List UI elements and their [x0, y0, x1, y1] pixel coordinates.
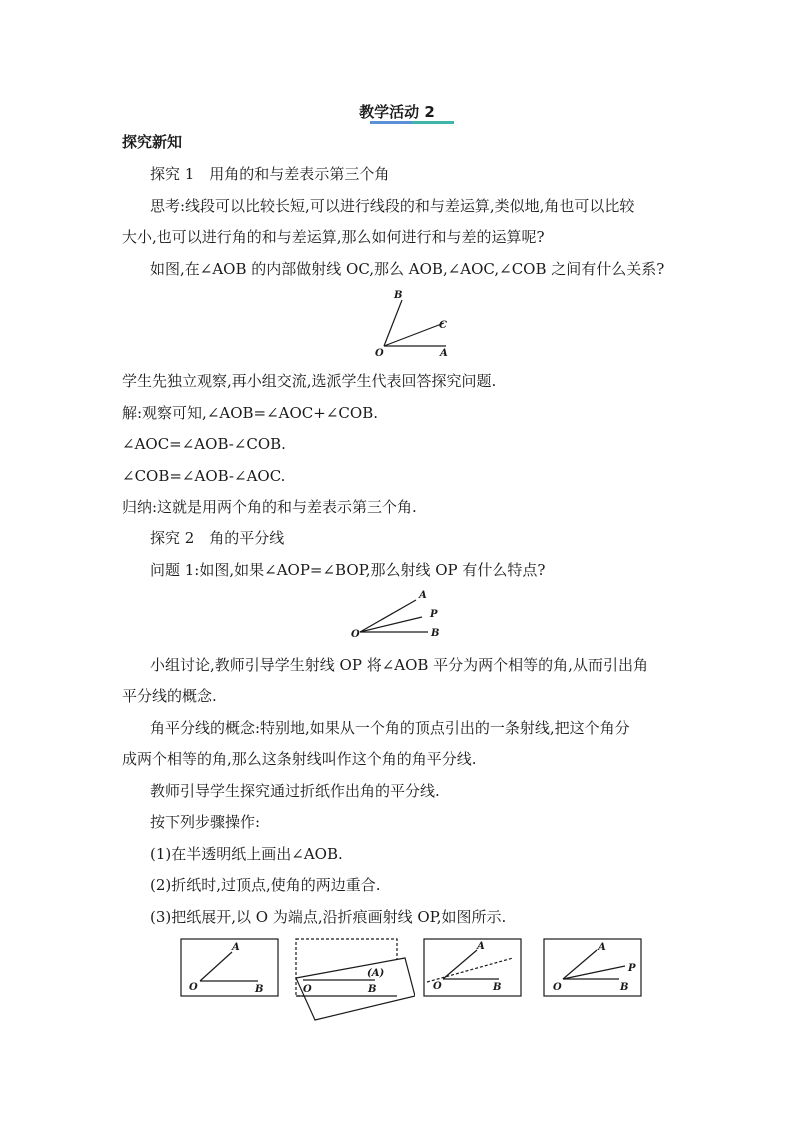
explore2-discussion-line2: 平分线的概念.: [122, 687, 217, 705]
label-a: A: [598, 942, 606, 953]
label-b: B: [368, 984, 377, 995]
ray-oa: [443, 950, 477, 979]
label-a: A: [232, 942, 240, 953]
explore1-solution-3: ∠COB=∠AOB-∠AOC.: [122, 467, 286, 485]
underline-blue: [370, 121, 412, 124]
label-o: O: [433, 981, 442, 992]
label-a: (A): [367, 968, 385, 979]
ray-op: [360, 617, 422, 632]
label-b: B: [620, 982, 629, 993]
explore2-step-2: (2)折纸时,过顶点,使角的两边重合.: [150, 876, 381, 894]
label-b: B: [431, 628, 440, 639]
underline-teal: [412, 121, 454, 124]
figure-angle-aob: [372, 286, 456, 360]
section-heading: 探究新知: [122, 133, 183, 151]
label-c: C: [439, 320, 447, 331]
explore1-observe: 学生先独立观察,再小组交流,选派学生代表回答探究问题.: [122, 372, 497, 390]
explore1-question: 如图,在∠AOB 的内部做射线 OC,那么 AOB,∠AOC,∠COB 之间有什么关系?: [150, 260, 665, 278]
ray-oa: [200, 952, 232, 981]
label-o: O: [303, 984, 312, 995]
ray-oa: [563, 950, 597, 979]
label-a: A: [440, 348, 448, 359]
explore1-solution-2: ∠AOC=∠AOB-∠COB.: [122, 435, 286, 453]
ray-oa: [360, 600, 416, 632]
label-b: B: [394, 290, 403, 301]
fold-figure-3: [423, 938, 523, 998]
fold-figure-4: [543, 938, 643, 998]
label-b: B: [493, 982, 502, 993]
label-p: P: [628, 963, 636, 974]
explore2-step-3: (3)把纸展开,以 O 为端点,沿折痕画射线 OP,如图所示.: [150, 908, 507, 926]
label-o: O: [351, 629, 360, 640]
ray-op: [563, 966, 625, 979]
label-o: O: [375, 348, 384, 359]
explore2-step-1: (1)在半透明纸上画出∠AOB.: [150, 845, 343, 863]
explore2-guide: 教师引导学生探究通过折纸作出角的平分线.: [150, 782, 440, 800]
label-a: A: [477, 941, 485, 952]
folded-paper: [296, 958, 415, 1020]
explore2-question1: 问题 1:如图,如果∠AOP=∠BOP,那么射线 OP 有什么特点?: [150, 561, 546, 579]
explore2-discussion-line1: 小组讨论,教师引导学生射线 OP 将∠AOB 平分为两个相等的角,从而引出角: [150, 656, 648, 674]
label-o: O: [553, 982, 562, 993]
explore1-summary: 归纳:这就是用两个角的和与差表示第三个角.: [122, 498, 417, 516]
label-a: A: [419, 590, 427, 601]
label-b: B: [255, 984, 264, 995]
explore1-heading: 探究 1 用角的和与差表示第三个角: [150, 165, 390, 183]
ray-ob: [384, 300, 402, 346]
explore1-think-line2: 大小,也可以进行角的和与差运算,那么如何进行和与差的运算呢?: [122, 228, 545, 246]
explore2-heading: 探究 2 角的平分线: [150, 529, 285, 547]
explore1-think-line1: 思考:线段可以比较长短,可以进行线段的和与差运算,类似地,角也可以比较: [150, 197, 635, 215]
title-underline: [370, 121, 454, 124]
explore2-concept-line1: 角平分线的概念:特别地,如果从一个角的顶点引出的一条射线,把这个角分: [150, 719, 630, 737]
figure-angle-bisector: [346, 586, 442, 642]
ray-oc: [384, 323, 444, 346]
label-o: O: [189, 982, 198, 993]
explore2-steps-intro: 按下列步骤操作:: [150, 813, 261, 831]
page-title: 教学活动 2: [359, 103, 435, 121]
label-p: P: [430, 609, 438, 620]
fold-figure-1: [180, 938, 280, 998]
explore2-concept-line2: 成两个相等的角,那么这条射线叫作这个角的角平分线.: [122, 750, 477, 768]
explore1-solution-1: 解:观察可知,∠AOB=∠AOC+∠COB.: [122, 404, 378, 422]
fold-figure-2: [295, 936, 415, 1024]
